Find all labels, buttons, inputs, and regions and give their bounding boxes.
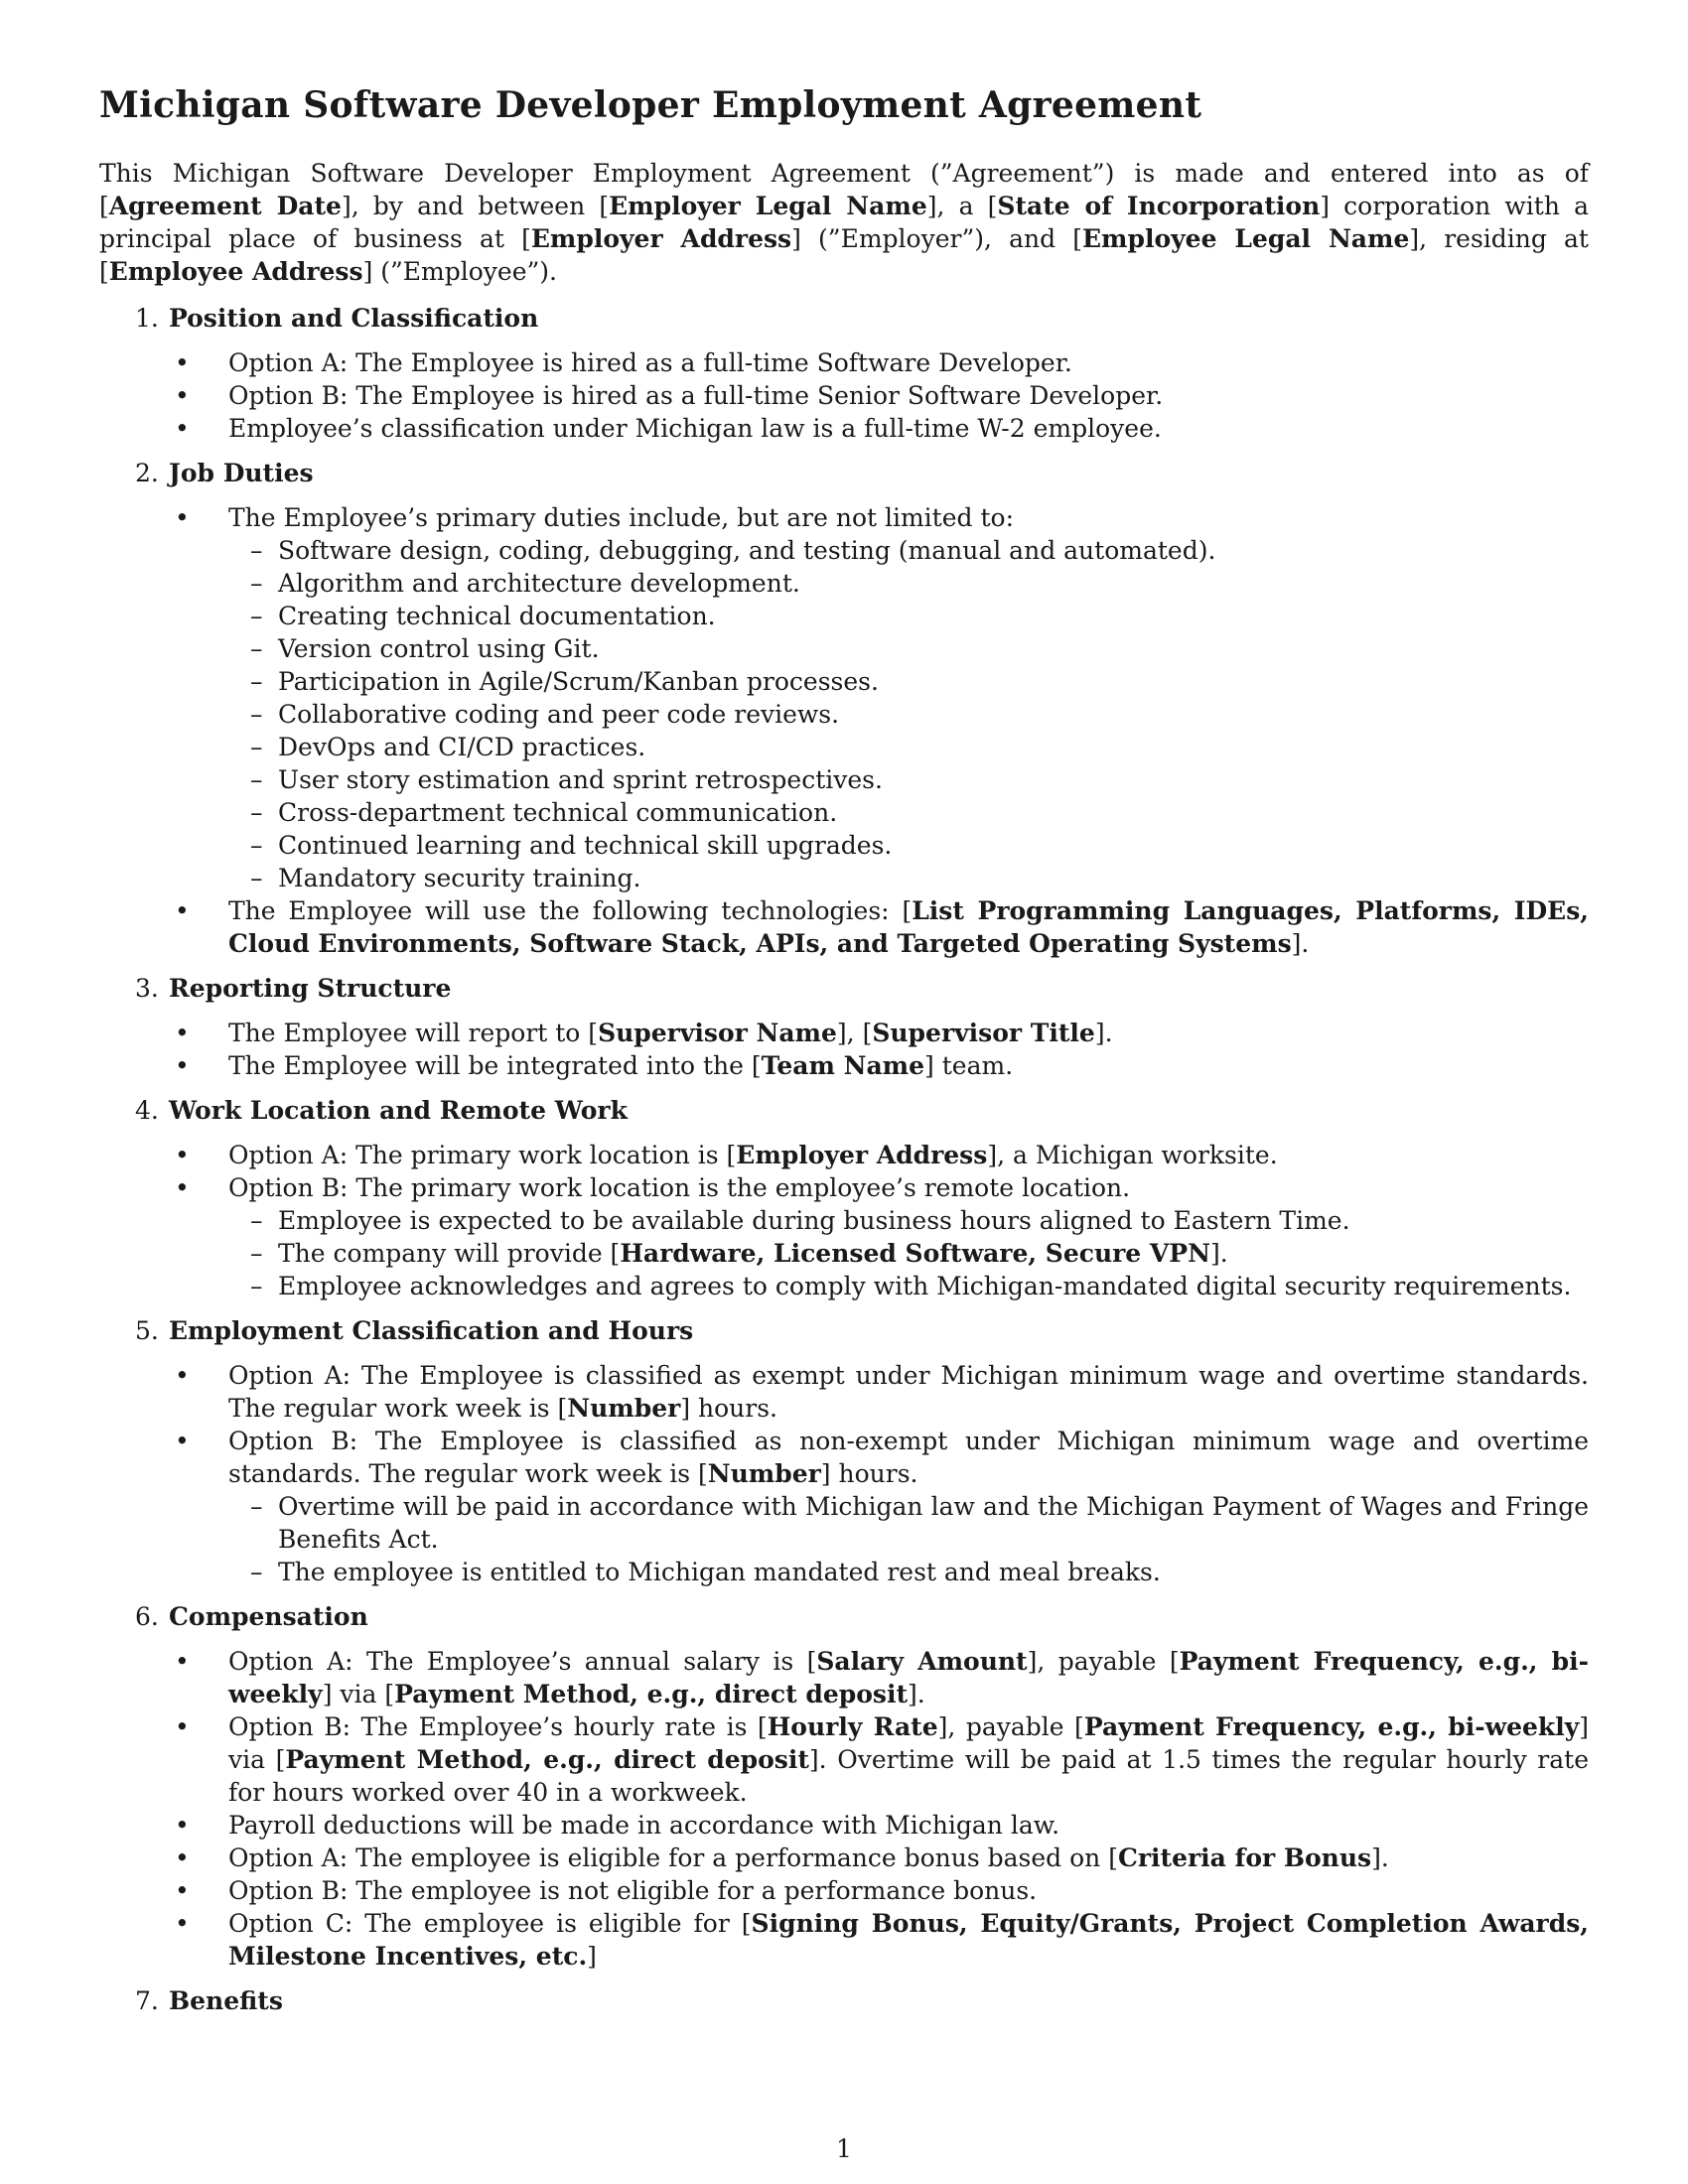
sub-item: – Version control using Git. — [250, 634, 600, 663]
list-item: • The Employee will use the following technologies: [List Programming Languages, Platforms, IDEs, Cloud Environments, Software Stack, APIs, and Targeted Operating Systems]. — [175, 896, 1590, 958]
section-number: 6. — [135, 1602, 159, 1631]
sub-item: – User story estimation and sprint retrospectives. — [250, 765, 883, 794]
list-item: • Option C: The employee is eligible for [Signing Bonus, Equity/Grants, Project Completion Awards, Milestone Incentives, etc.] — [175, 1909, 1589, 1971]
duties-sublist — [228, 534, 1589, 894]
sub-item: – DevOps and CI/CD practices. — [250, 733, 646, 761]
section-benefits — [99, 1984, 1589, 2017]
list-item: • Option A: The Employee’s annual salary is [Salary Amount], payable [Payment Frequency, e.g., bi-weekly] via [Payment Method, e.g., direct deposit]. — [175, 1647, 1589, 1708]
sub-item: – The company will provide [Hardware, Licensed Software, Secure VPN]. — [250, 1239, 1228, 1268]
list-item: • Option B: The Employee is hired as a full-time Senior Software Developer. — [175, 381, 1164, 410]
list-item: • Option A: The Employee is classified as exempt under Michigan minimum wage and overtime standards. The regular work week is [Number] hours. — [175, 1361, 1589, 1423]
list-item: • The Employee’s primary duties include, but are not limited to: – Software design, coding, debugging, and testing (manual and automated). – Algorithm and architecture development. – Creating technical documentation. – Version control using Git. – Participation in Agile/Scrum/Kanban processes. – Collaborative coding and peer code reviews. – DevOps and CI/CD practices. – User story estimation and sprint retrospectives. – Cross-department technical communication. – Continued learning and technical skill upgrades. – Mandatory security training. — [109, 501, 1589, 894]
sub-item: – Mandatory security training. — [250, 864, 641, 892]
sub-item: – Collaborative coding and peer code reviews. — [250, 700, 840, 729]
section-title: Employment Classification and Hours — [169, 1316, 694, 1345]
sub-item: – Software design, coding, debugging, and testing (manual and automated). — [250, 536, 1216, 565]
section-number: 2. — [135, 459, 159, 487]
list-item: • Employee’s classification under Michigan law is a full-time W-2 employee. — [175, 414, 1162, 443]
section-number: 3. — [135, 974, 159, 1003]
section-position — [99, 302, 1589, 445]
section-classification-hours — [99, 1314, 1589, 1588]
sub-item: – Algorithm and architecture development. — [250, 569, 800, 598]
sub-item: – Employee acknowledges and agrees to comply with Michigan-mandated digital security requirements. — [250, 1272, 1572, 1300]
section-title: Work Location and Remote Work — [169, 1096, 628, 1125]
sub-item: – Continued learning and technical skill upgrades. — [250, 831, 893, 860]
section-title: Job Duties — [169, 459, 314, 487]
list-item: • Option B: The employee is not eligible for a performance bonus. — [175, 1876, 1038, 1905]
list-item: • The Employee will report to [Supervisor Name], [Supervisor Title]. — [175, 1019, 1113, 1047]
section-number: 7. — [135, 1986, 159, 2015]
page-number: 1 — [836, 2134, 852, 2163]
list-item: • Option B: The Employee’s hourly rate is [Hourly Rate], payable [Payment Frequency, e.g., bi-weekly] via [Payment Method, e.g., direct deposit]. Overtime will be paid at 1.5 times the regular hourly rate for hours worked over 40 in a workweek. — [175, 1712, 1590, 1807]
sub-item: – Employee is expected to be available during business hours aligned to Eastern Time. — [250, 1206, 1350, 1235]
section-work-location — [99, 1094, 1589, 1302]
sub-item: – Overtime will be paid in accordance with Michigan law and the Michigan Payment of Wages and Fringe Benefits Act. — [250, 1492, 1589, 1554]
sub-item: – Participation in Agile/Scrum/Kanban processes. — [250, 667, 879, 696]
sub-item: – Cross-department technical communication. — [250, 798, 838, 827]
list-item: • Option A: The Employee is hired as a full-time Software Developer. — [175, 348, 1072, 377]
section-title: Reporting Structure — [169, 974, 452, 1003]
intro-paragraph: This Michigan Software Developer Employment Agreement (”Agreement”) is made and entered into as of [Agreement Date], by and between [Employer Legal Name], a [State of Incorporation] corporation with a principal place of business at [Employer Address] (”Employer”), and [Employee Legal Name], residing at [Employee Address] (”Employee”). — [99, 159, 1590, 286]
section-number: 5. — [135, 1316, 159, 1345]
sub-item: – Creating technical documentation. — [250, 602, 716, 630]
list-item: • Option B: The primary work location is the employee’s remote location. – Employee is expected to be available during business hours aligned to Eastern Time. – The company will provide [Hardware, Licensed Software, Secure VPN]. – Employee acknowledges and agrees to comply with Michigan-mandated digital security requirements. — [109, 1171, 1589, 1302]
section-title: Benefits — [169, 1986, 283, 2015]
section-compensation — [99, 1600, 1589, 1973]
list-item: • Option A: The primary work location is [Employer Address], a Michigan worksite. — [175, 1141, 1278, 1169]
document-page — [99, 83, 1589, 2029]
section-number: 4. — [135, 1096, 159, 1125]
section-job-duties — [99, 457, 1589, 960]
sub-item: – The employee is entitled to Michigan mandated rest and meal breaks. — [250, 1558, 1161, 1586]
section-title: Position and Classification — [169, 304, 539, 333]
section-title: Compensation — [169, 1602, 368, 1631]
list-item: • The Employee will be integrated into the [Team Name] team. — [175, 1051, 1014, 1080]
document-title: Michigan Software Developer Employment Agreement — [99, 84, 1202, 126]
list-item: • Payroll deductions will be made in accordance with Michigan law. — [175, 1811, 1060, 1840]
list-item: • Option A: The employee is eligible for a performance bonus based on [Criteria for Bonus]. — [175, 1843, 1389, 1872]
section-reporting — [99, 972, 1589, 1082]
section-list — [99, 302, 1589, 2017]
list-item: • Option B: The Employee is classified as non-exempt under Michigan minimum wage and overtime standards. The regular work week is [Number] hours. – Overtime will be paid in accordance with Michigan law and the Michigan Payment of Wages and Fringe Benefits Act. – The employee is entitled to Michigan mandated rest and meal breaks. — [175, 1427, 1589, 1586]
section-number: 1. — [135, 304, 159, 333]
